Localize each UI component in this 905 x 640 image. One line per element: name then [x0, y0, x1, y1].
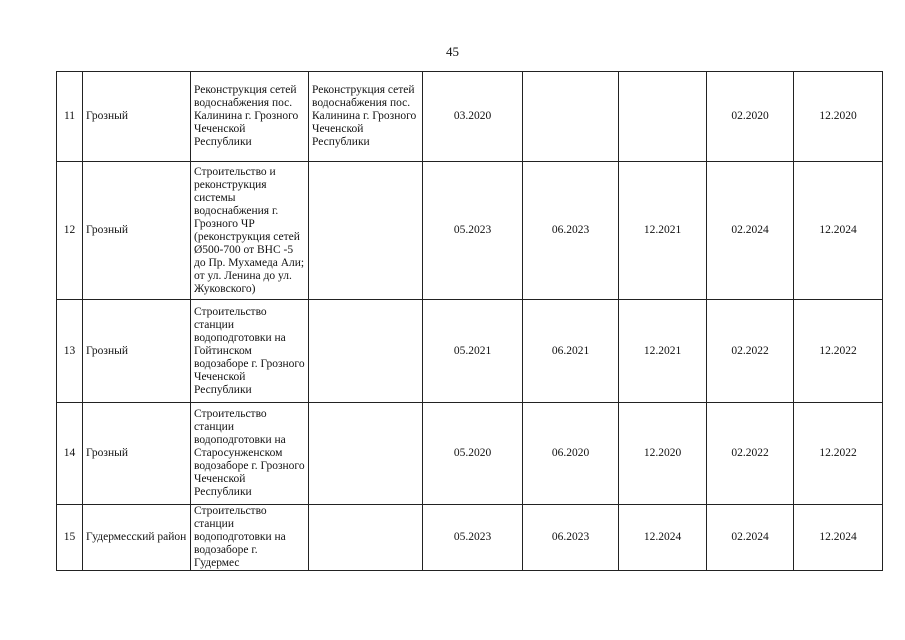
row-number: 14: [57, 403, 83, 505]
date-cell-1: 05.2021: [423, 300, 523, 403]
date-cell-3: 12.2021: [619, 162, 707, 300]
project-object-cell: [309, 505, 423, 571]
date-cell-4: 02.2024: [707, 505, 794, 571]
table-row: [57, 72, 883, 162]
date-cell-1: 05.2020: [423, 403, 523, 505]
date-cell-1: 03.2020: [423, 72, 523, 162]
row-number: 12: [57, 162, 83, 300]
table-row: [57, 403, 883, 505]
table-row: [57, 162, 883, 300]
locality-cell: Грозный: [83, 162, 191, 300]
date-cell-2: [523, 72, 619, 162]
date-cell-3: [619, 72, 707, 162]
project-object-cell: Реконструкция сетей водоснабжения пос. Калинина г. Грозного Чеченской Республики: [309, 72, 423, 162]
project-object-cell: [309, 300, 423, 403]
locality-cell: Грозный: [83, 403, 191, 505]
locality-cell: Грозный: [83, 300, 191, 403]
date-cell-2: 06.2021: [523, 300, 619, 403]
project-name-cell: Реконструкция сетей водоснабжения пос. Калинина г. Грозного Чеченской Республики: [191, 72, 309, 162]
date-cell-3: 12.2021: [619, 300, 707, 403]
date-cell-1: 05.2023: [423, 505, 523, 571]
date-cell-1: 05.2023: [423, 162, 523, 300]
project-name-cell: Строительство и реконструкция системы водоснабжения г. Грозного ЧР (реконструкция сетей Ø500-700 от ВНС -5 до Пр. Мухамеда Али; от ул. Ленина до ул. Жуковского): [191, 162, 309, 300]
project-name-cell: Строительство станции водоподготовки на Старосунженском водозаборе г. Грозного Чеченской Республики: [191, 403, 309, 505]
date-cell-2: 06.2023: [523, 505, 619, 571]
table-row: [57, 505, 883, 571]
date-cell-4: 02.2024: [707, 162, 794, 300]
date-cell-2: 06.2020: [523, 403, 619, 505]
date-cell-5: 12.2020: [794, 72, 883, 162]
date-cell-5: 12.2024: [794, 162, 883, 300]
page-number: 45: [446, 44, 459, 59]
project-object-cell: [309, 403, 423, 505]
row-number: 15: [57, 505, 83, 571]
date-cell-4: 02.2020: [707, 72, 794, 162]
date-cell-4: 02.2022: [707, 300, 794, 403]
date-cell-3: 12.2024: [619, 505, 707, 571]
date-cell-5: 12.2024: [794, 505, 883, 571]
project-object-cell: [309, 162, 423, 300]
row-number: 13: [57, 300, 83, 403]
date-cell-4: 02.2022: [707, 403, 794, 505]
date-cell-3: 12.2020: [619, 403, 707, 505]
table-row: [57, 300, 883, 403]
project-name-cell: Строительство станции водоподготовки на водозаборе г. Гудермес: [191, 505, 309, 571]
project-name-cell: Строительство станции водоподготовки на Гойтинском водозаборе г. Грозного Чеченской Республики: [191, 300, 309, 403]
row-number: 11: [57, 72, 83, 162]
date-cell-5: 12.2022: [794, 403, 883, 505]
project-schedule-table: [56, 71, 883, 571]
date-cell-5: 12.2022: [794, 300, 883, 403]
locality-cell: Гудермесский район: [83, 505, 191, 571]
locality-cell: Грозный: [83, 72, 191, 162]
date-cell-2: 06.2023: [523, 162, 619, 300]
